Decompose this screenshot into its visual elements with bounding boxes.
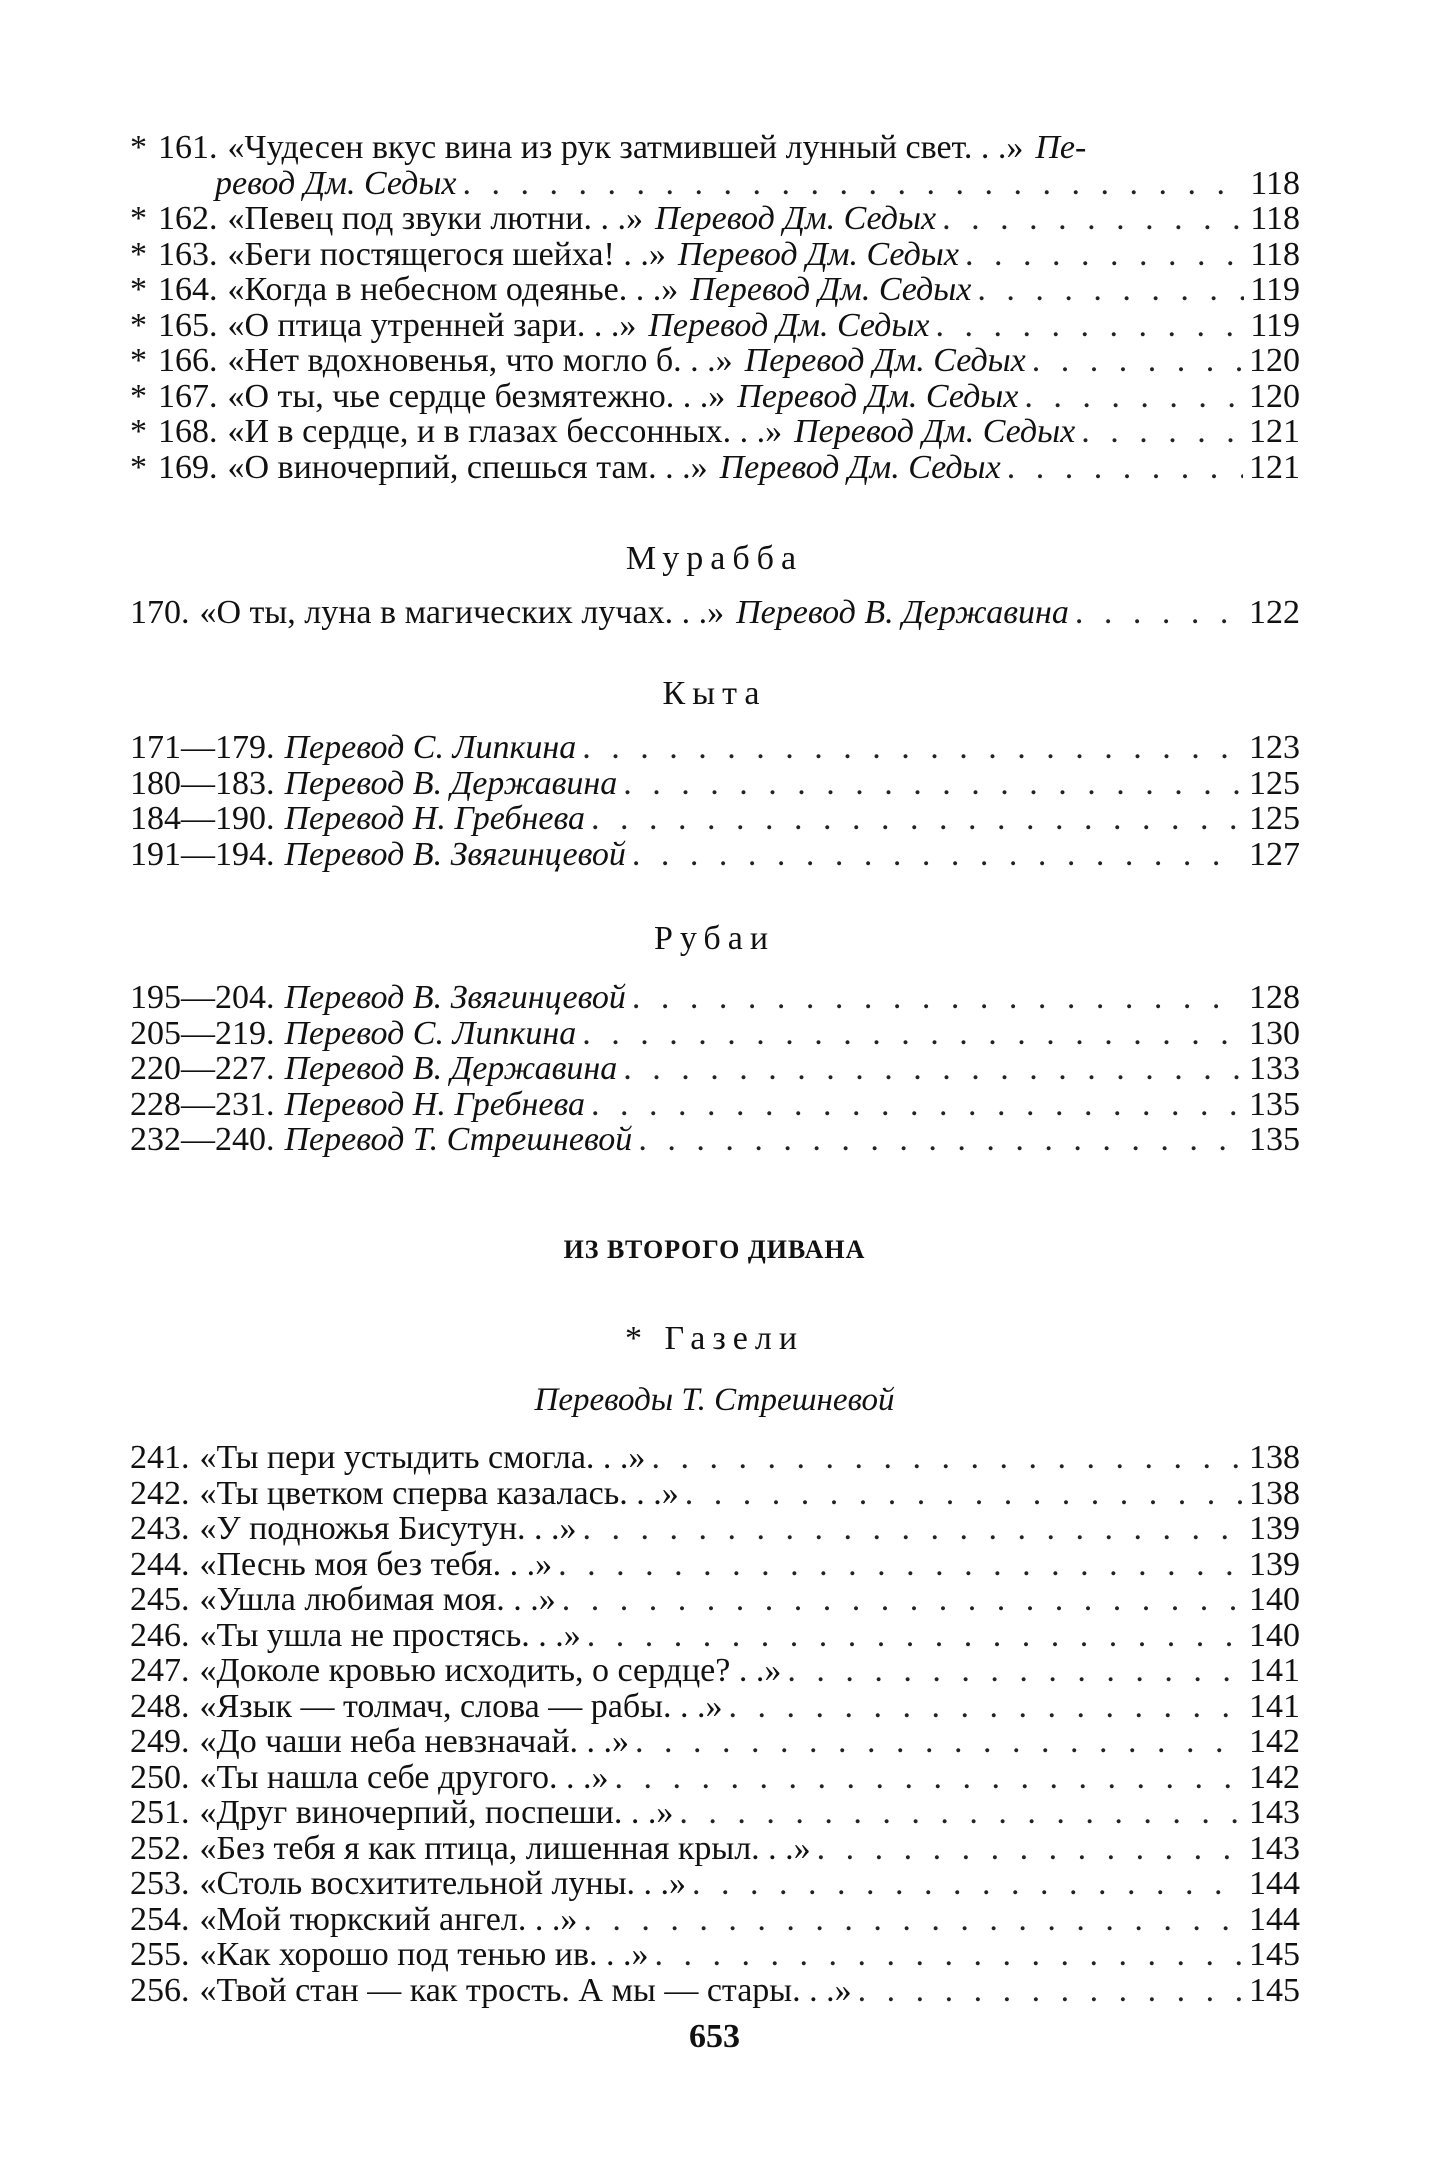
entry-title: «И в сердце, и в глазах бессонных. . .» — [227, 413, 783, 450]
entry-number: 167. — [158, 377, 218, 415]
dot-leader — [632, 980, 1243, 1016]
entry-number: 169. — [158, 448, 218, 486]
entry-translator: Перевод Дм. Седых — [794, 413, 1076, 450]
entry-number: 243. — [130, 1510, 190, 1547]
entry-title: «Язык — толмач, слова — рабы. . .» — [199, 1687, 723, 1725]
entry-translator: Перевод Дм. Седых — [744, 342, 1026, 379]
section-heading-rubai: Рубаи — [653, 920, 776, 957]
entry-number: 191—194. — [130, 835, 275, 873]
dot-leader — [615, 1760, 1243, 1796]
page-folio: 653 — [689, 2018, 740, 2055]
dot-leader — [679, 1795, 1243, 1831]
entry-translator: Перевод Дм. Седых — [737, 377, 1019, 415]
dot-leader — [651, 1440, 1243, 1476]
entry-translator: Перевод В. Звягинцевой — [284, 835, 626, 873]
toc-block-rubai — [130, 980, 1300, 1158]
entry-number: 242. — [130, 1474, 190, 1512]
page-number: 120 — [1249, 342, 1300, 379]
entry-title: «Чудесен вкус вина из рук затмившей лунный свет. . .» — [227, 129, 1024, 166]
toc-entry — [130, 730, 1300, 766]
entry-translator: Перевод Н. Гребнева — [284, 1085, 585, 1123]
toc-block-gazeli-second-divan — [130, 1440, 1300, 2008]
entry-title: «Когда в небесном одеянье. . .» — [227, 271, 679, 308]
entry-number: 161. — [158, 129, 218, 166]
page-number: 123 — [1249, 729, 1300, 766]
dot-leader — [582, 1016, 1243, 1052]
dot-leader — [623, 766, 1243, 802]
dot-leader — [635, 1724, 1243, 1760]
entry-translator: Перевод В. Державина — [284, 764, 618, 802]
dot-leader — [591, 1087, 1243, 1123]
toc-entry — [130, 237, 1300, 273]
page-number: 118 — [1250, 235, 1300, 273]
entry-translator: ревод Дм. Седых — [215, 164, 457, 202]
entry-translator: Перевод В. Державина — [736, 594, 1069, 631]
entry-translator: Пе- — [1035, 129, 1087, 166]
page-number: 144 — [1249, 1900, 1300, 1938]
entry-number: 228—231. — [130, 1085, 275, 1123]
entry-title: «Доколе кровью исходить, о сердце? . .» — [199, 1652, 782, 1689]
toc-entry — [130, 1511, 1300, 1547]
entry-number: 166. — [158, 342, 218, 379]
entry-number: 232—240. — [130, 1121, 275, 1158]
entry-title: «Столь восхитительной луны. . .» — [199, 1865, 687, 1902]
entry-translator: Перевод Дм. Седых — [690, 271, 972, 308]
section-heading-kyta: Кыта — [662, 675, 767, 712]
toc-entry — [130, 1653, 1300, 1689]
entry-number: 220—227. — [130, 1050, 275, 1087]
page-number: 118 — [1250, 200, 1300, 237]
entry-title: «Как хорошо под тенью ив. . .» — [199, 1936, 649, 1973]
asterisk-mark: * — [130, 271, 147, 308]
entry-number: 171—179. — [130, 729, 275, 766]
page-number: 145 — [1249, 1971, 1300, 2009]
entry-title: «Ушла любимая моя. . .» — [199, 1581, 556, 1618]
dot-leader — [582, 730, 1243, 766]
entry-number: 163. — [158, 235, 218, 273]
entry-number: 184—190. — [130, 800, 275, 837]
page-number: 142 — [1249, 1723, 1300, 1760]
toc-entry — [130, 837, 1300, 873]
toc-entry — [130, 1440, 1300, 1476]
entry-number: 249. — [130, 1723, 190, 1760]
toc-entry — [130, 980, 1300, 1016]
entry-number: 248. — [130, 1687, 190, 1725]
entry-title: «О ты, луна в магических лучах. . .» — [199, 594, 725, 631]
toc-entry — [130, 1087, 1300, 1123]
dot-leader — [462, 166, 1244, 202]
toc-entry — [130, 1831, 1300, 1867]
entry-translator: Перевод Н. Гребнева — [284, 800, 585, 837]
entry-number: 244. — [130, 1545, 190, 1583]
dot-leader — [1081, 414, 1243, 450]
entry-number: 205—219. — [130, 1014, 275, 1052]
dot-leader — [587, 1618, 1243, 1654]
entry-number: 241. — [130, 1439, 190, 1476]
part-title: ИЗ ВТОРОГО ДИВАНА — [563, 1235, 866, 1264]
dot-leader — [787, 1653, 1243, 1689]
toc-entry — [130, 130, 1300, 166]
entry-number: 180—183. — [130, 764, 275, 802]
asterisk-mark: * — [130, 377, 147, 415]
entry-number: 247. — [130, 1652, 190, 1689]
dot-leader — [942, 201, 1244, 237]
entry-number: 170. — [130, 594, 190, 631]
dot-leader — [729, 1689, 1244, 1725]
entry-title: «Ты нашла себе другого. . .» — [199, 1758, 609, 1796]
entry-translator: Перевод С. Липкина — [284, 729, 577, 766]
entry-number: 256. — [130, 1971, 190, 2009]
page-number: 143 — [1249, 1794, 1300, 1831]
page-number: 128 — [1249, 979, 1300, 1016]
page-number: 138 — [1249, 1474, 1300, 1512]
toc-block-gazeli-first-divan — [130, 130, 1300, 485]
toc-entry — [130, 1902, 1300, 1938]
entry-translator: Перевод В. Звягинцевой — [284, 979, 626, 1016]
entry-title: «Ты пери устыдить смогла. . .» — [199, 1439, 646, 1476]
page-number: 140 — [1249, 1616, 1300, 1654]
entry-title: «Друг виночерпий, поспеши. . .» — [199, 1794, 674, 1831]
toc-entry — [130, 1582, 1300, 1618]
toc-entry — [130, 1547, 1300, 1583]
asterisk-mark: * — [130, 342, 147, 379]
page-number: 121 — [1249, 448, 1300, 486]
entry-title: «О виночерпий, спешься там. . .» — [227, 448, 708, 486]
dot-leader — [655, 1937, 1243, 1973]
dot-leader — [1024, 379, 1243, 415]
entry-translator: Перевод Дм. Седых — [677, 235, 959, 273]
dot-leader — [977, 272, 1244, 308]
toc-entry — [130, 450, 1300, 486]
toc-entry — [130, 1973, 1300, 2009]
toc-entry — [130, 414, 1300, 450]
dot-leader — [583, 1511, 1243, 1547]
dot-leader — [562, 1582, 1243, 1618]
page-number: 118 — [1250, 164, 1300, 202]
dot-leader — [935, 308, 1244, 344]
toc-entry — [130, 595, 1300, 631]
page-number: 122 — [1249, 594, 1300, 631]
toc-entry — [130, 801, 1300, 837]
entry-title: «О ты, чье сердце безмятежно. . .» — [227, 377, 726, 415]
entry-number: 251. — [130, 1794, 190, 1831]
dot-leader — [558, 1547, 1243, 1583]
toc-entry-continuation — [130, 166, 1300, 202]
entry-number: 254. — [130, 1900, 190, 1938]
toc-entry — [130, 1724, 1300, 1760]
entry-title: «Беги постящегося шейха! . .» — [227, 235, 666, 273]
entry-number: 246. — [130, 1616, 190, 1654]
toc-entry — [130, 1122, 1300, 1158]
page-number: 139 — [1249, 1545, 1300, 1583]
dot-leader — [817, 1831, 1243, 1867]
toc-entry — [130, 1476, 1300, 1512]
asterisk-mark: * — [130, 235, 147, 273]
entry-title: «У подножья Бисутун. . .» — [199, 1510, 577, 1547]
dot-leader — [623, 1051, 1243, 1087]
dot-leader — [692, 1866, 1243, 1902]
toc-entry — [130, 272, 1300, 308]
entry-title: «Песнь моя без тебя. . .» — [199, 1545, 553, 1583]
page-number: 143 — [1249, 1829, 1300, 1867]
toc-entry — [130, 1795, 1300, 1831]
entry-translator: Перевод В. Державина — [284, 1050, 618, 1087]
dot-leader — [632, 837, 1243, 873]
entry-translator: Перевод Дм. Седых — [655, 200, 937, 237]
toc-entry — [130, 1760, 1300, 1796]
entry-title: «Ты ушла не простясь. . .» — [199, 1616, 581, 1654]
dot-leader — [583, 1902, 1243, 1938]
entry-number: 250. — [130, 1758, 190, 1796]
toc-entry — [130, 379, 1300, 415]
toc-entry — [130, 1937, 1300, 1973]
page-number: 144 — [1249, 1865, 1300, 1902]
dot-leader — [858, 1973, 1243, 2009]
asterisk-mark: * — [130, 413, 147, 450]
asterisk-mark: * — [130, 200, 147, 237]
toc-entry — [130, 1051, 1300, 1087]
toc-entry — [130, 343, 1300, 379]
entry-title: «До чаши неба невзначай. . .» — [199, 1723, 630, 1760]
toc-entry — [130, 308, 1300, 344]
entry-translator: Перевод Дм. Седых — [719, 448, 1001, 486]
dot-leader — [965, 237, 1244, 273]
entry-number: 168. — [158, 413, 218, 450]
page-number: 127 — [1249, 835, 1300, 873]
page-number: 130 — [1249, 1014, 1300, 1052]
entry-number: 252. — [130, 1829, 190, 1867]
page-number: 119 — [1250, 306, 1300, 344]
page-number: 135 — [1249, 1121, 1300, 1158]
page-number: 138 — [1249, 1439, 1300, 1476]
section-heading-gazeli: * Газели — [624, 1320, 805, 1357]
asterisk-mark: * — [130, 448, 147, 486]
dot-leader — [591, 801, 1243, 837]
page-number: 119 — [1250, 271, 1300, 308]
entry-title: «Мой тюркский ангел. . .» — [199, 1900, 578, 1938]
entry-translator: Перевод Дм. Седых — [648, 306, 930, 344]
toc-block-kyta — [130, 730, 1300, 872]
page-number: 125 — [1249, 764, 1300, 802]
dot-leader — [1075, 595, 1243, 631]
page-number: 140 — [1249, 1581, 1300, 1618]
page-number: 141 — [1249, 1687, 1300, 1725]
page-number: 145 — [1249, 1936, 1300, 1973]
entry-title: «О птица утренней зари. . .» — [227, 306, 637, 344]
entry-number: 164. — [158, 271, 218, 308]
page-number: 120 — [1249, 377, 1300, 415]
page-number: 121 — [1249, 413, 1300, 450]
entry-title: «Нет вдохновенья, что могло б. . .» — [227, 342, 733, 379]
toc-entry — [130, 766, 1300, 802]
entry-number: 255. — [130, 1936, 190, 1973]
entry-title: «Ты цветком сперва казалась. . .» — [199, 1474, 679, 1512]
dot-leader — [685, 1476, 1243, 1512]
page-number: 141 — [1249, 1652, 1300, 1689]
dot-leader — [638, 1122, 1243, 1158]
page-number: 133 — [1249, 1050, 1300, 1087]
toc-entry — [130, 1866, 1300, 1902]
entry-title: «Твой стан — как трость. А мы — стары. . .» — [199, 1971, 852, 2009]
page-number: 135 — [1249, 1085, 1300, 1123]
entry-translator: Перевод Т. Стрешневой — [284, 1121, 633, 1158]
section-subtitle: Переводы Т. Стрешневой — [534, 1382, 895, 1418]
page-number: 142 — [1249, 1758, 1300, 1796]
toc-entry — [130, 1618, 1300, 1654]
page-number: 139 — [1249, 1510, 1300, 1547]
toc-block-murabba — [130, 595, 1300, 631]
asterisk-mark: * — [130, 306, 147, 344]
toc-entry — [130, 1016, 1300, 1052]
entry-number: 165. — [158, 306, 218, 344]
entry-translator: Перевод С. Липкина — [284, 1014, 577, 1052]
entry-number: 253. — [130, 1865, 190, 1902]
toc-entry — [130, 1689, 1300, 1725]
page-number: 125 — [1249, 800, 1300, 837]
entry-number: 162. — [158, 200, 218, 237]
entry-number: 245. — [130, 1581, 190, 1618]
entry-number: 195—204. — [130, 979, 275, 1016]
section-heading-murabba: Мурабба — [625, 540, 804, 577]
dot-leader — [1007, 450, 1243, 486]
dot-leader — [1032, 343, 1243, 379]
entry-title: «Певец под звуки лютни. . .» — [227, 200, 644, 237]
entry-title: «Без тебя я как птица, лишенная крыл. . .» — [199, 1829, 811, 1867]
asterisk-mark: * — [130, 129, 147, 166]
toc-entry — [130, 201, 1300, 237]
